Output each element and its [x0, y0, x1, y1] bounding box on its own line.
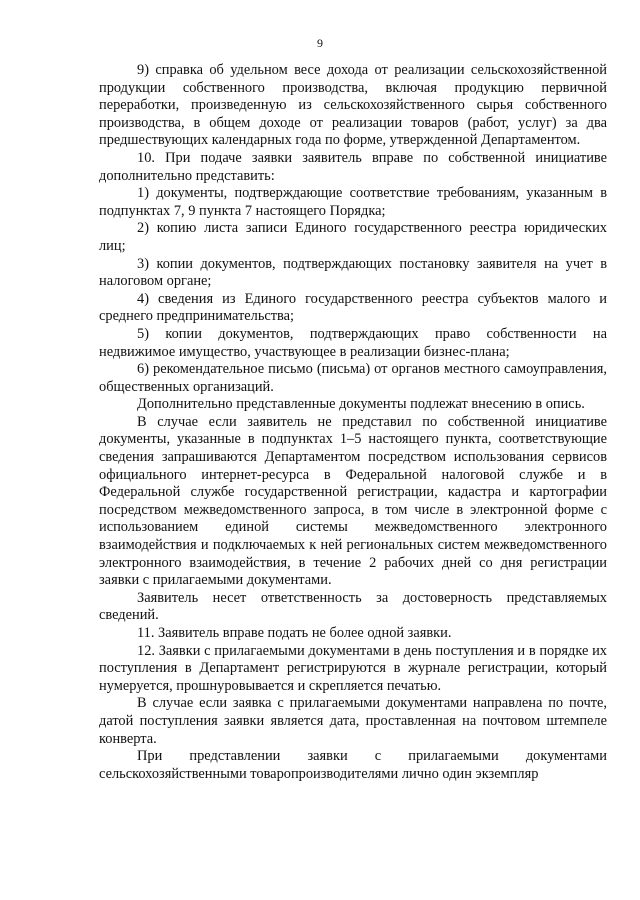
- paragraph-subitem-5: 5) копии документов, подтверждающих право собственности на недвижимое имущество, участвующее в реализации бизнес-плана;: [99, 325, 607, 360]
- paragraph-subitem-3: 3) копии документов, подтверждающих постановку заявителя на учет в налоговом органе;: [99, 255, 607, 290]
- paragraph-subitem-4: 4) сведения из Единого государственного реестра субъектов малого и среднего предпринимательства;: [99, 290, 607, 325]
- paragraph-clause-11: 11. Заявитель вправе подать не более одной заявки.: [137, 625, 452, 641]
- page-number: 9: [317, 36, 323, 50]
- paragraph-inventory-note: Дополнительно представленные документы подлежат внесению в опись.: [137, 396, 585, 413]
- paragraph-responsibility: Заявитель несет ответственность за достоверность представляемых сведений.: [99, 589, 607, 624]
- paragraph-item-9: 9) справка об удельном весе дохода от реализации сельскохозяйственной продукции собственного производства, включая продукцию первичной переработки, произведенную из сельскохозяйственного сырья собственного производства, в общем доходе от реализации товаров (работ, услуг) за два предшествующих календарных года по форме, утвержденной Департаментом.: [99, 62, 607, 149]
- paragraph-subitem-1: 1) документы, подтверждающие соответствие требованиям, указанным в подпунктах 7, 9 пункта 7 настоящего Порядка;: [99, 185, 607, 219]
- paragraph-clause-10: 10. При подаче заявки заявитель вправе по собственной инициативе дополнительно представить:: [99, 149, 607, 184]
- paragraph-clause-12: 12. Заявки с прилагаемыми документами в день поступления и в порядке их поступления в Департамент регистрируются в журнале регистрации, который нумеруется, прошнуровывается и скрепляется печатью.: [99, 642, 607, 694]
- paragraph-subitem-6: 6) рекомендательное письмо (письма) от органов местного самоуправления, общественных организаций.: [99, 361, 607, 395]
- document-body: [99, 62, 607, 783]
- paragraph-interagency-request: В случае если заявитель не представил по собственной инициативе документы, указанные в подпунктах 1–5 настоящего пункта, соответствующие сведения запрашиваются Департаментом посредством использования сервисов официального интернет-ресурса в Федеральной налоговой службе и в Федеральной службе государственной регистрации, кадастра и картографии посредством межведомственного запроса, в том числе в электронной форме с использованием единой системы межведомственного электронного взаимодействия и подключаемых к ней региональных систем межведомственного электронного взаимодействия, в течение 2 рабочих дней со дня регистрации заявки с прилагаемыми документами.: [99, 413, 607, 589]
- paragraph-postal-date: В случае если заявка с прилагаемыми документами направлена по почте, датой поступления заявки является дата, проставленная на почтовом штемпеле конверта.: [99, 695, 607, 747]
- paragraph-subitem-2: 2) копию листа записи Единого государственного реестра юридических лиц;: [99, 220, 607, 254]
- paragraph-in-person-submission: При представлении заявки с прилагаемыми документами сельскохозяйственными товаропроизводителями лично один экземпляр: [99, 748, 607, 782]
